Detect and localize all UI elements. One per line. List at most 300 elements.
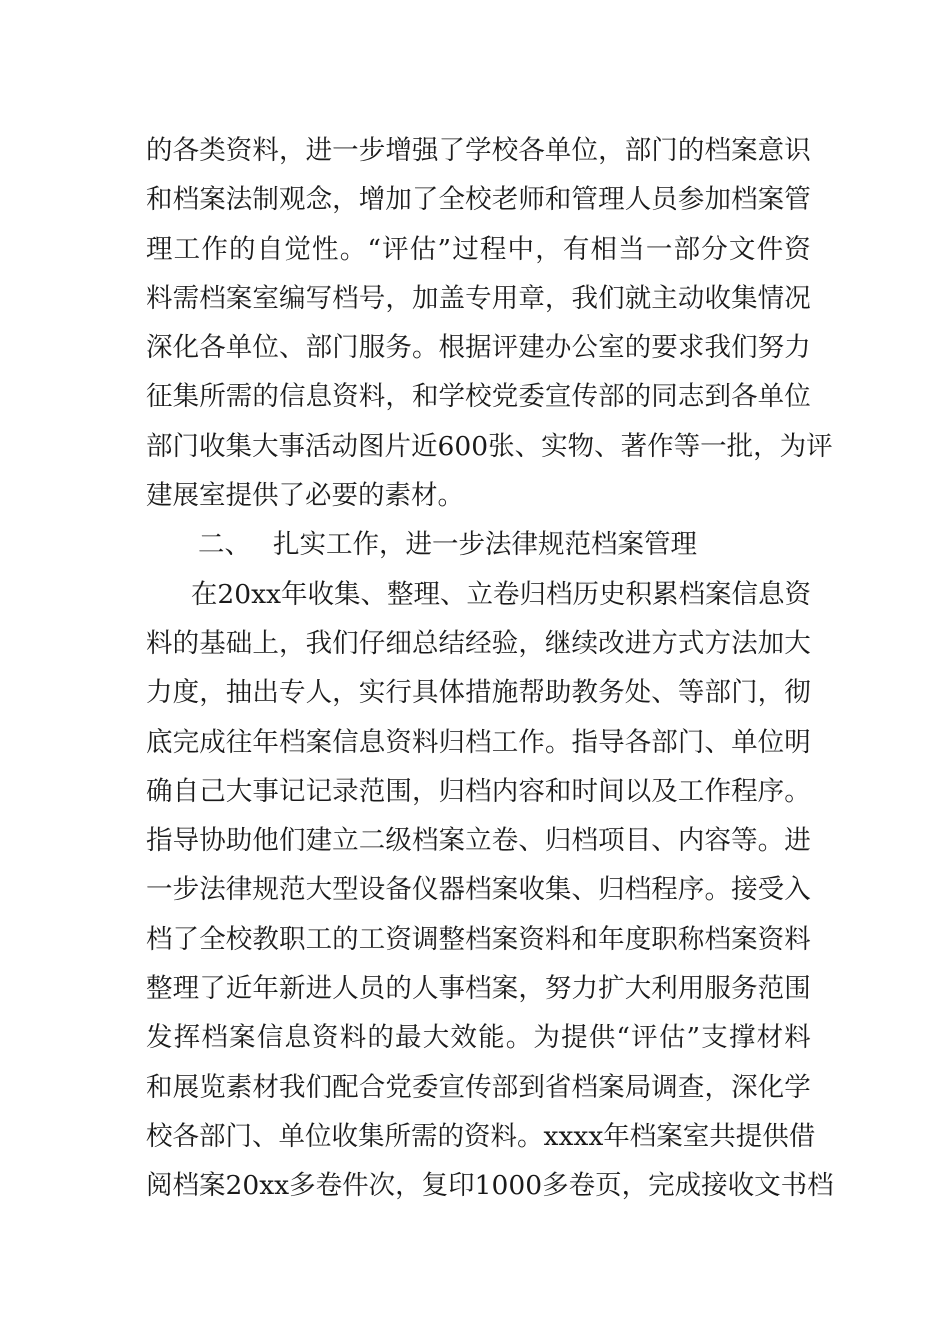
glyph: 章	[518, 282, 545, 314]
glyph: 用	[491, 282, 519, 314]
glyph: 活	[305, 430, 332, 462]
glyph: 利	[651, 973, 678, 1005]
glyph: 人	[332, 973, 359, 1005]
glyph: 性	[312, 233, 339, 265]
glyph: 设	[358, 874, 386, 906]
glyph: 案	[199, 184, 226, 216]
glyph: 案	[305, 726, 333, 758]
glyph: 了	[199, 973, 226, 1005]
glyph: 档	[807, 1170, 834, 1202]
glyph: 我	[704, 332, 731, 364]
glyph: 累	[652, 578, 679, 610]
glyph: 集	[172, 381, 200, 413]
glyph: 档	[465, 973, 492, 1005]
glyph: 强	[411, 135, 439, 166]
glyph: 出	[252, 677, 279, 709]
glyph: ，	[278, 135, 306, 166]
glyph: 门	[332, 332, 359, 364]
glyph: 编	[278, 282, 306, 314]
glyph: 了	[411, 184, 439, 216]
glyph: 录	[332, 775, 359, 807]
glyph: ，	[385, 282, 412, 314]
glyph: 作	[647, 430, 674, 462]
glyph: 各	[518, 135, 545, 166]
glyph: 意	[757, 135, 785, 166]
glyph: 的	[624, 381, 652, 413]
glyph: 材	[756, 1022, 784, 1054]
glyph: 1000	[474, 1170, 543, 1202]
glyph: 部	[305, 332, 333, 364]
glyph: 类	[199, 135, 226, 166]
glyph: 、	[704, 726, 731, 758]
glyph: 归	[438, 775, 466, 807]
glyph: 委	[518, 381, 545, 413]
glyph: 续	[571, 627, 598, 659]
glyph: 单	[757, 381, 785, 413]
glyph: 档	[624, 874, 652, 906]
glyph: 识	[784, 135, 811, 166]
glyph: 年	[252, 726, 279, 758]
text-line	[146, 1013, 811, 1062]
glyph: 学	[465, 135, 492, 166]
glyph: 工	[173, 233, 201, 265]
glyph: 位	[571, 135, 598, 166]
glyph: 容	[704, 825, 731, 857]
glyph: 撑	[728, 1022, 756, 1054]
glyph: 最	[395, 1022, 422, 1054]
glyph: 和	[146, 1071, 173, 1103]
glyph: 方	[651, 627, 678, 659]
glyph: 部	[598, 381, 625, 413]
glyph: ，	[757, 677, 785, 709]
glyph: 管	[784, 184, 811, 216]
glyph: 案	[225, 282, 253, 314]
glyph: 集	[358, 1120, 385, 1152]
glyph: 人	[411, 973, 439, 1005]
glyph: 公	[571, 332, 598, 364]
glyph: 式	[677, 627, 705, 659]
glyph: 需	[411, 1120, 438, 1152]
glyph: 员	[651, 184, 678, 216]
glyph: 要	[651, 332, 678, 364]
glyph: 调	[651, 1071, 678, 1103]
glyph: 专	[465, 282, 492, 314]
glyph: 档	[546, 578, 573, 610]
glyph: 了	[438, 135, 466, 166]
glyph: 档	[678, 578, 705, 610]
glyph: xxxx	[543, 1120, 604, 1152]
glyph: 档	[629, 1120, 657, 1152]
glyph: 当	[618, 233, 645, 265]
paragraph-archive-management	[146, 570, 834, 1211]
glyph: 员	[358, 973, 386, 1005]
glyph: 各	[172, 135, 200, 166]
glyph: 总	[411, 627, 439, 659]
glyph: 和	[571, 923, 598, 955]
glyph: 我	[278, 1071, 306, 1103]
glyph: 单	[225, 332, 253, 364]
glyph: 积	[625, 578, 652, 610]
glyph: 等	[731, 825, 758, 857]
glyph: 档	[201, 1022, 228, 1054]
glyph: 、	[518, 825, 545, 857]
glyph: 写	[305, 282, 333, 314]
paragraph-archive-services	[146, 126, 833, 520]
glyph: 历	[572, 578, 599, 610]
glyph: 一	[332, 135, 359, 166]
glyph: 宣	[438, 1071, 466, 1103]
text-line	[146, 915, 811, 964]
glyph: 度	[172, 677, 200, 709]
glyph: 同	[651, 381, 678, 413]
glyph: 理	[413, 578, 440, 610]
glyph: 力	[784, 332, 811, 364]
glyph: 全	[199, 923, 226, 955]
glyph: 接	[701, 1170, 728, 1202]
glyph: 档	[704, 135, 731, 166]
glyph: 近	[225, 973, 253, 1005]
glyph: 案	[598, 1071, 625, 1103]
glyph: 序	[757, 775, 785, 807]
glyph: 案	[491, 923, 519, 955]
text-line	[146, 668, 811, 717]
glyph: 求	[677, 332, 705, 364]
glyph: 施	[491, 677, 519, 709]
glyph: 规	[252, 874, 279, 906]
glyph: 相	[590, 233, 618, 265]
text-line	[146, 816, 811, 865]
glyph: 档	[172, 1170, 199, 1202]
glyph: 内	[491, 775, 519, 807]
glyph: 著	[620, 430, 648, 462]
glyph: 到	[704, 381, 731, 413]
glyph: 归	[544, 825, 572, 857]
glyph: 所	[199, 381, 226, 413]
glyph: ”	[437, 233, 452, 265]
glyph: 年	[252, 973, 279, 1005]
glyph: 服	[358, 332, 386, 364]
glyph: 素	[225, 1071, 253, 1103]
glyph: 案	[731, 135, 758, 166]
glyph: 一	[645, 233, 673, 265]
glyph: 估	[409, 233, 437, 265]
glyph: 础	[225, 627, 253, 659]
glyph: 作	[201, 233, 228, 265]
glyph: 务	[598, 677, 625, 709]
glyph: 资	[312, 1022, 339, 1054]
glyph: 息	[758, 578, 785, 610]
glyph: 图	[358, 430, 385, 462]
glyph: 资	[757, 923, 785, 955]
glyph: 一	[146, 874, 173, 906]
glyph: 化	[172, 332, 200, 364]
glyph: 结	[438, 627, 466, 659]
glyph: 整	[146, 973, 173, 1005]
glyph: 法	[225, 184, 253, 216]
text-line	[146, 323, 811, 372]
glyph: 动	[331, 430, 358, 462]
glyph: 的	[172, 627, 200, 659]
glyph: 、	[651, 677, 678, 709]
glyph: 型	[332, 874, 359, 906]
glyph: 教	[252, 923, 279, 955]
glyph: 书	[780, 1170, 808, 1202]
glyph: 资	[225, 135, 253, 166]
glyph: 事	[252, 775, 279, 807]
glyph: 收	[307, 578, 334, 610]
glyph: 室	[598, 332, 625, 364]
glyph: 、	[360, 578, 387, 610]
glyph: 导	[598, 726, 625, 758]
glyph: 二	[358, 825, 386, 857]
glyph: 全	[438, 184, 466, 216]
glyph: 近	[411, 430, 438, 462]
glyph: 史	[599, 578, 626, 610]
glyph: 档	[571, 825, 598, 857]
glyph: 经	[465, 627, 492, 659]
glyph: 觉	[284, 233, 311, 265]
glyph: 帮	[518, 677, 545, 709]
glyph: 深	[731, 1071, 758, 1103]
glyph: 位	[305, 1120, 332, 1152]
glyph: 档	[465, 923, 492, 955]
glyph: 记	[305, 775, 333, 807]
glyph: 他	[252, 825, 279, 857]
glyph: 资	[332, 381, 359, 413]
glyph: 征	[146, 381, 173, 413]
text-line	[146, 1112, 816, 1161]
glyph: 自	[256, 233, 284, 265]
document-body	[146, 126, 834, 1211]
glyph: 级	[385, 825, 412, 857]
glyph: 料	[358, 381, 386, 413]
glyph: 范	[358, 775, 386, 807]
glyph: 部	[491, 1071, 519, 1103]
glyph: 程	[651, 874, 678, 906]
glyph: 收	[199, 430, 226, 462]
glyph: 办	[544, 332, 572, 364]
glyph: 各	[172, 1120, 199, 1152]
glyph: 案	[438, 825, 466, 857]
glyph: 次	[368, 1170, 396, 1202]
glyph: 批	[726, 430, 754, 462]
glyph: 、	[278, 332, 306, 364]
glyph: 各	[731, 381, 758, 413]
text-line	[146, 718, 811, 767]
glyph: 校	[491, 135, 519, 166]
text-line	[146, 471, 811, 520]
glyph: 息	[284, 1022, 311, 1054]
glyph: 确	[146, 775, 173, 807]
glyph: 实	[358, 677, 386, 709]
glyph: 的	[677, 135, 705, 166]
glyph: 供	[762, 1120, 789, 1152]
glyph: 底	[146, 726, 173, 758]
glyph: 页	[595, 1170, 622, 1202]
glyph: 职	[651, 923, 678, 955]
glyph: 努	[544, 973, 572, 1005]
text-line	[146, 767, 811, 816]
glyph: 发	[146, 1022, 173, 1054]
glyph: 各	[624, 726, 652, 758]
glyph: 档	[411, 825, 439, 857]
glyph: 用	[677, 973, 705, 1005]
glyph: 位	[252, 332, 279, 364]
glyph: 参	[677, 184, 705, 216]
glyph: 信	[278, 381, 306, 413]
glyph: 多	[289, 1170, 316, 1202]
glyph: ，	[544, 282, 572, 314]
glyph: 师	[518, 184, 545, 216]
glyph: ，	[199, 677, 226, 709]
glyph: 序	[677, 874, 705, 906]
glyph: 需	[225, 381, 253, 413]
glyph: 档	[278, 726, 306, 758]
glyph: 大	[252, 430, 279, 462]
glyph: 理	[172, 973, 200, 1005]
glyph: 年	[598, 923, 625, 955]
text-line	[146, 372, 811, 421]
glyph: 门	[651, 135, 678, 166]
glyph: ，	[332, 677, 359, 709]
glyph: 加	[757, 627, 785, 659]
glyph: 各	[199, 332, 226, 364]
section-number: 二、	[198, 529, 251, 561]
glyph: 指	[146, 825, 173, 857]
glyph: 校	[225, 923, 253, 955]
glyph: 的	[252, 381, 279, 413]
glyph: 增	[358, 184, 386, 216]
glyph: 法	[199, 874, 226, 906]
glyph: 传	[465, 1071, 492, 1103]
glyph: 。	[784, 775, 811, 807]
glyph: 上	[252, 627, 279, 659]
glyph: 细	[385, 627, 412, 659]
glyph: 支	[701, 1022, 728, 1054]
glyph: 们	[598, 282, 625, 314]
glyph: 加	[385, 184, 412, 216]
glyph: 资	[385, 726, 412, 758]
glyph: 卷	[491, 825, 519, 857]
glyph: 料	[146, 627, 173, 659]
glyph: 务	[731, 973, 758, 1005]
glyph: 案	[491, 973, 519, 1005]
glyph: 大	[624, 973, 652, 1005]
glyph: 案	[731, 923, 758, 955]
glyph: 作	[518, 726, 545, 758]
glyph: 、	[651, 825, 678, 857]
glyph: 单	[731, 726, 758, 758]
glyph: 事	[438, 973, 466, 1005]
glyph: 我	[305, 627, 333, 659]
glyph: 行	[385, 677, 412, 709]
glyph: 指	[571, 726, 598, 758]
glyph: 为	[533, 1022, 560, 1054]
glyph: 时	[571, 775, 598, 807]
glyph: 人	[624, 184, 652, 216]
line-text: 建展室提供了必要的素材。	[146, 480, 464, 512]
glyph: 深	[146, 332, 173, 364]
glyph: 门	[225, 1120, 252, 1152]
glyph: 教	[571, 677, 598, 709]
glyph: 料	[339, 1022, 367, 1054]
glyph: 明	[784, 726, 811, 758]
glyph: 600	[437, 430, 489, 462]
glyph: 卷	[568, 1170, 596, 1202]
glyph: 估	[658, 1022, 686, 1054]
glyph: 记	[278, 775, 306, 807]
glyph: 件	[756, 233, 784, 265]
glyph: 省	[544, 1071, 572, 1103]
glyph: 归	[438, 726, 466, 758]
glyph: 委	[411, 1071, 439, 1103]
glyph: 息	[358, 726, 386, 758]
glyph: 立	[465, 825, 492, 857]
glyph: 部	[673, 233, 701, 265]
glyph: 范	[278, 874, 306, 906]
glyph: ，	[518, 973, 545, 1005]
glyph: 受	[757, 874, 785, 906]
glyph: 查	[677, 1071, 705, 1103]
glyph: 部	[651, 726, 678, 758]
glyph: 收	[727, 1170, 755, 1202]
glyph: 校	[146, 1120, 173, 1152]
glyph: 目	[624, 825, 652, 857]
text-line	[146, 422, 833, 471]
glyph: 念	[305, 184, 333, 216]
glyph: 进	[784, 825, 811, 857]
glyph: ，	[332, 184, 359, 216]
glyph: 的	[229, 233, 256, 265]
glyph: 情	[757, 282, 785, 314]
glyph: 档	[571, 1071, 598, 1103]
glyph: 提	[735, 1120, 763, 1152]
glyph: 和	[544, 184, 572, 216]
glyph: 年	[281, 578, 308, 610]
glyph: 料	[146, 282, 173, 314]
glyph: 挥	[173, 1022, 201, 1054]
glyph: 容	[518, 775, 545, 807]
glyph: 档	[172, 184, 200, 216]
glyph: 料	[411, 726, 439, 758]
glyph: 化	[757, 1071, 785, 1103]
section-title: 扎实工作，进一步法律规范档案管理	[273, 529, 697, 561]
glyph: 需	[172, 282, 200, 314]
glyph: 20xx	[217, 578, 281, 610]
glyph: 张	[488, 430, 515, 462]
glyph: 的	[624, 332, 652, 364]
glyph: 卷	[493, 578, 520, 610]
glyph: 单	[278, 1120, 305, 1152]
glyph: 档	[199, 282, 226, 314]
glyph: 资	[784, 578, 811, 610]
glyph: 档	[731, 184, 758, 216]
glyph: 、	[571, 874, 598, 906]
glyph: ，	[598, 135, 625, 166]
glyph: 和	[411, 381, 439, 413]
glyph: 案	[199, 1170, 226, 1202]
glyph: 抽	[225, 677, 253, 709]
glyph: 老	[491, 184, 519, 216]
glyph: 了	[172, 923, 200, 955]
text-line	[146, 619, 811, 668]
glyph: 成	[199, 726, 226, 758]
glyph: 档	[332, 282, 359, 314]
glyph: 新	[278, 973, 306, 1005]
glyph: 展	[172, 1071, 200, 1103]
glyph: 加	[411, 282, 439, 314]
glyph: 己	[199, 775, 226, 807]
